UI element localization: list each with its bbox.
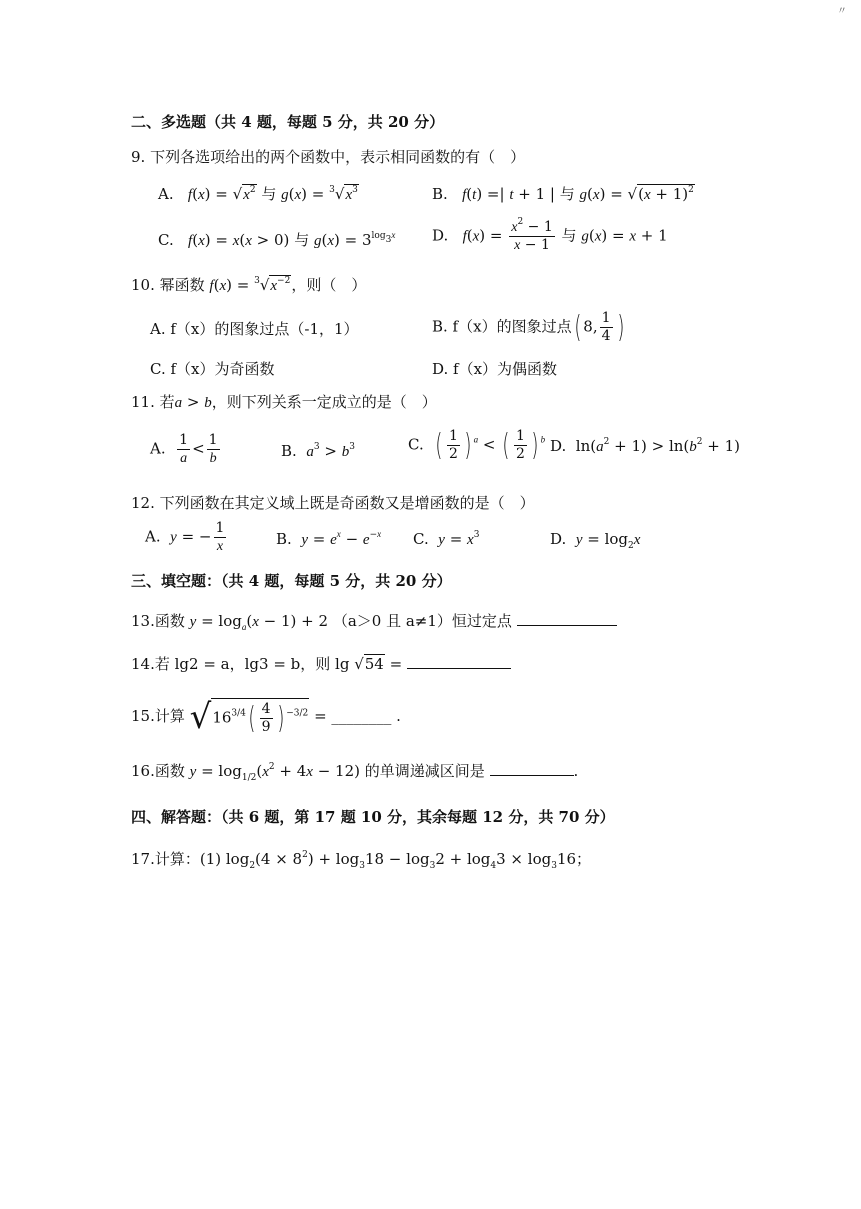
question-12-option-d: D. $y = \log_2x$ [550, 530, 641, 551]
answer-blank-13[interactable] [517, 625, 617, 626]
section-heading-free-response: 四、解答题：（共 6 题，第 17 题 10 分，其余每题 12 分，共 70 分） [131, 808, 615, 826]
question-13: 13.函数 $y = \log_a(x - 1) + 2$ （a＞0 且 a≠1）恒过定点 [131, 610, 617, 631]
question-9-stem: 9. 下列各选项给出的两个函数中，表示相同函数的有（ ） [131, 148, 526, 166]
question-15: 15.计算 $√16^{3/4}$( $\frac{4}{9}$ ) $^{-3/2}$ = ________ . [131, 697, 401, 737]
section-heading-fill-in: 三、填空题：（共 4 题，每题 5 分，共 20 分） [131, 572, 452, 590]
question-16: 16.函数 $y = \log_{1/2}(x^2 + 4x - 12)$ 的单调递减区间是 . [131, 762, 579, 783]
question-10-option-a: A. f（x）的图象过点（-1，1） [150, 320, 359, 338]
question-17: 17.计算：(1) $\log_2(4 \times 8^2) + \log_318 - \log_32 + \log_43 \times \log_316$； [131, 850, 592, 871]
question-9-option-d: D. f(x) = $\frac{x^2 - 1}{x - 1}$ 与 g(x) = x + 1 [432, 217, 668, 253]
question-9-option-a: A. $f(x) = √x^2$ 与 $g(x) = ^3√x^3$ [158, 185, 358, 203]
question-12-option-a: A. y = − $\frac{1}{x}$ [145, 520, 225, 554]
question-14: 14.若 lg2 = a，lg3 = b，则 lg √54 = [131, 653, 511, 674]
question-11-stem: 11. 若a > b，则下列关系一定成立的是（ ） [131, 393, 437, 411]
question-12-stem: 12. 下列函数在其定义域上既是奇函数又是增函数的是（ ） [131, 494, 535, 512]
scan-mark: 〃 [837, 6, 847, 17]
question-11-option-a: A. $\frac{1}{a}$ < $\frac{1}{b}$ [150, 432, 218, 466]
question-10-stem: 10. 幂函数 $f(x) = ^3√x^{-2}$，则（ ） [131, 276, 367, 294]
question-9-option-b: B. f(t) =| t + 1 | 与 $g(x) = √(x + 1)^2$ [432, 185, 694, 203]
question-10-option-c: C. f（x）为奇函数 [150, 360, 275, 378]
question-11-option-b: B. $a^3 > b^3$ [281, 442, 355, 460]
question-11-option-c: C. ( $\frac{1}{2}$ ) $^a$ < ( $\frac{1}{2}$ ) $^b$ [408, 428, 546, 463]
answer-blank-14[interactable] [407, 668, 511, 669]
question-12-option-c: C. $y = x^3$ [413, 530, 480, 548]
question-10-option-d: D. f（x）为偶函数 [432, 360, 558, 378]
section-heading-multiple-choice: 二、多选题（共 4 题，每题 5 分，共 20 分） [131, 113, 445, 131]
question-9-option-c: C. f(x) = x(x > 0) 与 $g(x) = 3^{log_3x}$ [158, 230, 396, 249]
question-12-option-b: B. $y = e^x - e^{-x}$ [276, 529, 382, 548]
question-10-option-b: B. f（x）的图象过点( 8, $\frac{1}{4}$ ) [432, 310, 624, 345]
question-11-option-d: D. $\ln(a^2 + 1) > \ln(b^2 + 1)$ [550, 437, 741, 455]
answer-blank-16[interactable] [490, 775, 574, 776]
